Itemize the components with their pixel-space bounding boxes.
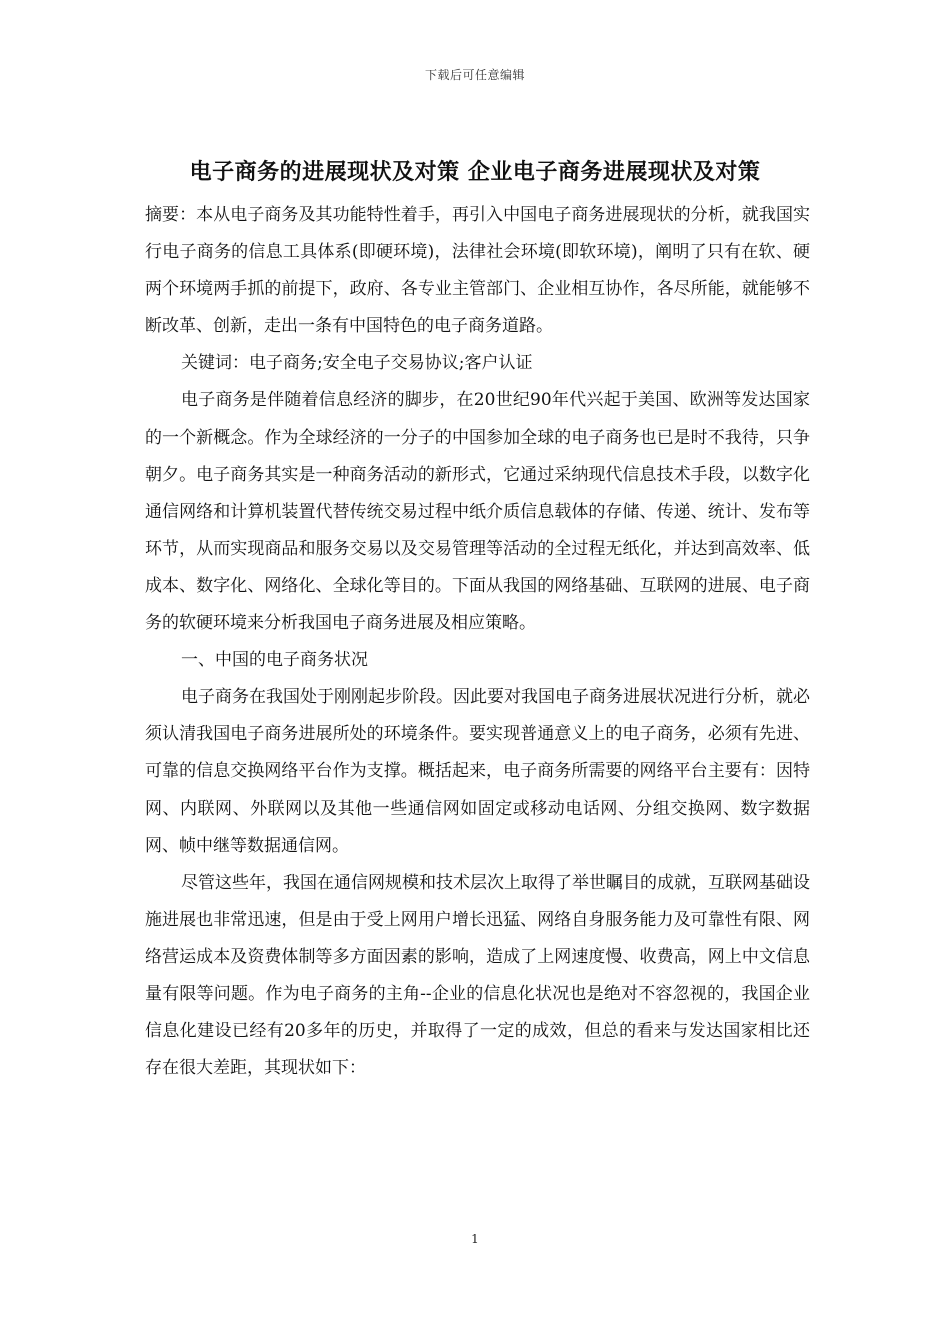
body-paragraph: 尽管这些年，我国在通信网规模和技术层次上取得了举世瞩目的成就，互联网基础设施进展也非常迅速，但是由于受上网用户增长迅猛、网络自身服务能力及可靠性有限、网络营运成本及资费体制等多方面因素的影响，造成了上网速度慢、收费高，网上中文信息量有限等问题。作为电子商务的主角--企业的信息化状况也是绝对不容忽视的，我国企业信息化建设已经有20多年的历史，并取得了一定的成效，但总的看来与发达国家相比还存在很大差距，其现状如下： <box>145 872 810 1079</box>
header-note: 下载后可任意编辑 <box>424 68 525 82</box>
document-body <box>145 197 810 1087</box>
section-heading: 一、中国的电子商务状况 <box>181 650 368 671</box>
body-paragraph: 电子商务在我国处于刚刚起步阶段。因此要对我国电子商务进展状况进行分析，就必须认清我国电子商务进展所处的环境条件。要实现普通意义上的电子商务，必须有先进、可靠的信息交换网络平台作为支撑。概括起来，电子商务所需要的网络平台主要有：因特网、内联网、外联网以及其他一些通信网如固定或移动电话网、分组交换网、数字数据网、帧中继等数据通信网。 <box>145 687 810 856</box>
abstract-paragraph: 摘要：本从电子商务及其功能特性着手，再引入中国电子商务进展现状的分析，就我国实行电子商务的信息工具体系(即硬环境)，法律社会环境(即软环境)，阐明了只有在软、硬两个环境两手抓的前提下，政府、各专业主管部门、企业相互协作，各尽所能，就能够不断改革、创新，走出一条有中国特色的电子商务道路。 <box>145 205 810 337</box>
body-paragraph: 电子商务是伴随着信息经济的脚步，在20世纪90年代兴起于美国、欧洲等发达国家的一个新概念。作为全球经济的一分子的中国参加全球的电子商务也已是时不我待，只争朝夕。电子商务其实是一种商务活动的新形式，它通过采纳现代信息技术手段，以数字化通信网络和计算机装置代替传统交易过程中纸介质信息载体的存储、传递、统计、发布等环节，从而实现商品和服务交易以及交易管理等活动的全过程无纸化，并达到高效率、低成本、数字化、网络化、全球化等目的。下面从我国的网络基础、互联网的进展、电子商务的软硬环境来分析我国电子商务进展及相应策略。 <box>145 390 810 634</box>
document-title: 电子商务的进展现状及对策 企业电子商务进展现状及对策 <box>189 159 761 185</box>
keywords-paragraph: 关键词：电子商务;安全电子交易协议;客户认证 <box>181 353 533 374</box>
page-number: 1 <box>471 1232 479 1246</box>
